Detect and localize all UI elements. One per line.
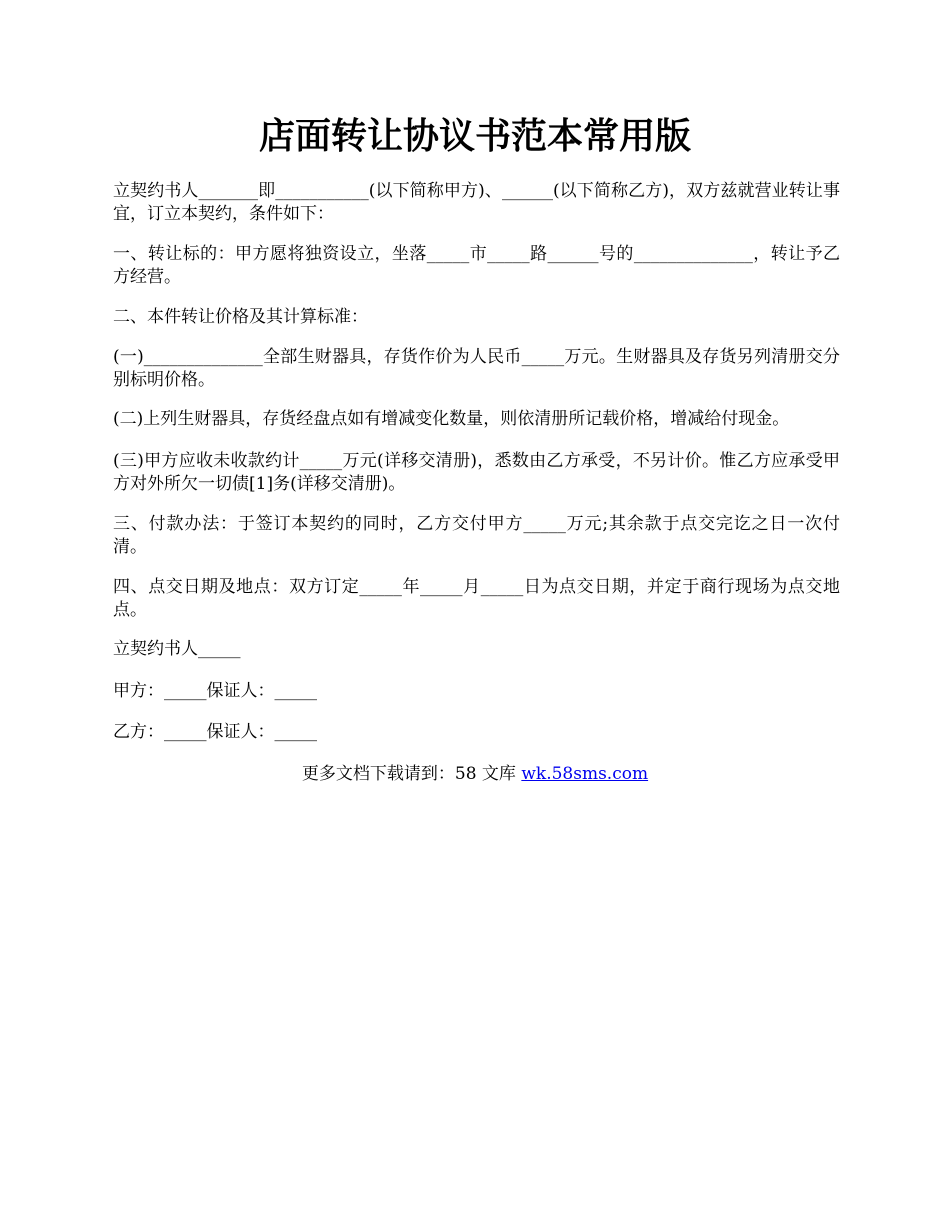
signature-line-contractor: 立契约书人_____ xyxy=(113,639,241,659)
signature-line-party-a: 甲方：_____保证人：_____ xyxy=(113,681,317,701)
paragraph-price-heading: 二、本件转让价格及其计算标准： xyxy=(113,307,368,327)
footer xyxy=(0,763,950,786)
footer-text: 更多文档下载请到：58 文库 xyxy=(301,764,522,784)
signature-line-party-b: 乙方：_____保证人：_____ xyxy=(113,722,317,742)
footer-link[interactable]: wk.58sms.com xyxy=(521,764,649,784)
document-title: 店面转让协议书范本常用版 xyxy=(258,115,691,157)
paragraph-preamble: 立契约书人_______即___________(以下简称甲方)、______(以下简称乙方)，双方兹就营业转让事宜，订立本契约，条件如下： xyxy=(113,181,840,224)
paragraph-price-item-1: (一)______________全部生财器具，存货作价为人民币_____万元。生财器具及存货另列清册交分别标明价格。 xyxy=(113,347,840,390)
paragraph-handover: 四、点交日期及地点：双方订定_____年_____月_____日为点交日期，并定于商行现场为点交地点。 xyxy=(113,577,840,620)
paragraph-payment: 三、付款办法：于签订本契约的同时，乙方交付甲方_____万元;其余款于点交完讫之日一次付清。 xyxy=(113,514,840,557)
paragraph-price-item-3: (三)甲方应收未收款约计_____万元(详移交清册)，悉数由乙方承受，不另计价。惟乙方应承受甲方对外所欠一切债[1]务(详移交清册)。 xyxy=(113,451,840,494)
paragraph-price-item-2: (二)上列生财器具，存货经盘点如有增减变化数量，则依清册所记载价格，增减给付现金。 xyxy=(113,409,790,429)
paragraph-transfer-subject: 一、转让标的：甲方愿将独资设立，坐落_____市_____路______号的______________，转让予乙方经营。 xyxy=(113,244,840,287)
